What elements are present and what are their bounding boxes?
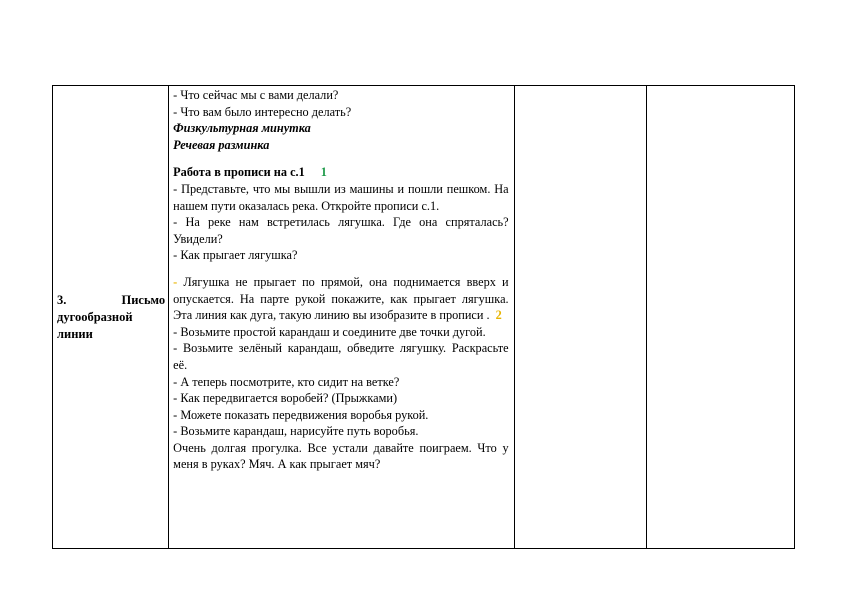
step-number-1: 1 <box>320 165 327 180</box>
stage-title-word: Письмо <box>121 292 166 307</box>
content-cell <box>169 86 514 549</box>
paragraph: - Как передвигается воробей? (Прыжками) <box>173 391 398 406</box>
stage-title-line: линии <box>57 326 93 341</box>
empty-cell <box>646 86 794 549</box>
paragraph: - Возьмите простой карандаш и соедините две точки дугой. <box>173 324 486 339</box>
paragraph: - Возьмите карандаш, нарисуйте путь воробья. <box>173 424 419 439</box>
work-heading-line <box>173 164 508 181</box>
stage-title-line: дугообразной <box>57 309 133 324</box>
paragraph-frog <box>173 274 508 324</box>
question-what-did: - Что сейчас мы с вами делали? <box>173 88 339 102</box>
paragraph: - Возьмите зелёный карандаш, обведите лягушку. Раскрасьте её. <box>173 341 509 372</box>
paragraph: - Представьте, что мы вышли из машины и пошли пешком. На нашем пути оказалась река. Откройте прописи с.1. <box>173 181 509 213</box>
table-row <box>53 86 795 549</box>
highlight-dash: - <box>173 274 178 289</box>
stage-number: 3. <box>57 292 67 307</box>
stage-cell <box>53 86 169 549</box>
paragraph: Очень долгая прогулка. Все устали давайте поиграем. Что у меня в руках? Мяч. А как прыгает мяч? <box>173 440 509 472</box>
lesson-plan-table <box>52 85 795 549</box>
paragraph: - На реке нам встретилась лягушка. Где она спряталась? Увидели? <box>173 215 509 246</box>
paragraph: - Как прыгает лягушка? <box>173 248 298 263</box>
empty-cell <box>514 86 646 549</box>
paragraph: - А теперь посмотрите, кто сидит на ветке? <box>173 374 400 389</box>
heading-fizminutka: Физкультурная минутка <box>173 121 311 136</box>
work-heading: Работа в прописи на с.1 <box>173 165 305 180</box>
heading-razminka: Речевая разминка <box>173 137 270 152</box>
question-interesting: - Что вам было интересно делать? <box>173 104 352 119</box>
paragraph-frog-text: Лягушка не прыгает по прямой, она поднимается вверх и опускается. На парте рукой покажите, как прыгает лягушка. Эта линия как дуга, такую линию вы изобразите в прописи . <box>173 274 509 323</box>
step-number-2: 2 <box>495 308 502 323</box>
paragraph: - Можете показать передвижения воробья рукой. <box>173 407 429 422</box>
